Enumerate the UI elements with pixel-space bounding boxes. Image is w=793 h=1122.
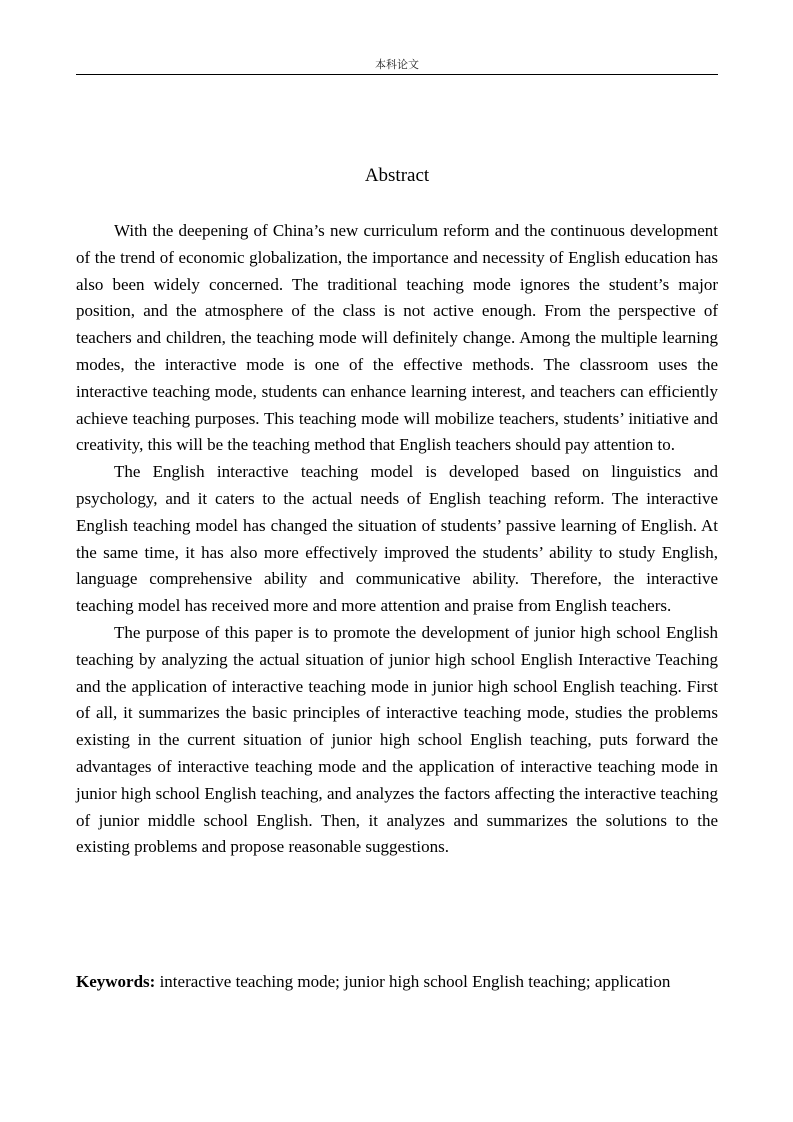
abstract-body [76, 218, 718, 861]
keywords-label: Keywords: [76, 972, 156, 991]
keywords-line [76, 969, 718, 996]
running-header: 本科论文 [375, 58, 419, 71]
abstract-title: Abstract [364, 165, 430, 186]
abstract-paragraph-3: The purpose of this paper is to promote the development of junior high school English teaching by analyzing the actual situation of junior high school English Interactive Teaching and the application of interactive teaching mode in junior high school English teaching. First of all, it summarizes the basic principles of interactive teaching mode, studies the problems existing in the current situation of junior high school English teaching, puts forward the advantages of interactive teaching mode and the application of interactive teaching mode in junior high school English teaching, and analyzes the factors affecting the interactive teaching of junior middle school English. Then, it analyzes and summarizes the solutions to the existing problems and propose reasonable suggestions. [76, 622, 718, 857]
abstract-paragraph-1: With the deepening of China’s new curriculum reform and the continuous development of the trend of economic globalization, the importance and necessity of English education has also been widely concerned. The traditional teaching mode ignores the student’s major position, and the atmosphere of the class is not active enough. From the perspective of teachers and children, the teaching mode will definitely change. Among the multiple learning modes, the interactive mode is one of the effective methods. The classroom uses the interactive teaching mode, students can enhance learning interest, and teachers can efficiently achieve teaching purposes. This teaching mode will mobilize teachers, students’ initiative and creativity, this will be the teaching method that English teachers should pay attention to. [76, 221, 718, 455]
header-rule [76, 74, 718, 75]
keywords-text: interactive teaching mode; junior high school English teaching; application [159, 972, 671, 991]
abstract-paragraph-2: The English interactive teaching model is developed based on linguistics and psychology, and it caters to the actual needs of English teaching reform. The interactive English teaching model has changed the situation of students’ passive learning of English. At the same time, it has also more effectively improved the students’ ability to study English, language comprehensive ability and communicative ability. Therefore, the interactive teaching model has received more and more attention and praise from English teachers. [76, 462, 718, 616]
